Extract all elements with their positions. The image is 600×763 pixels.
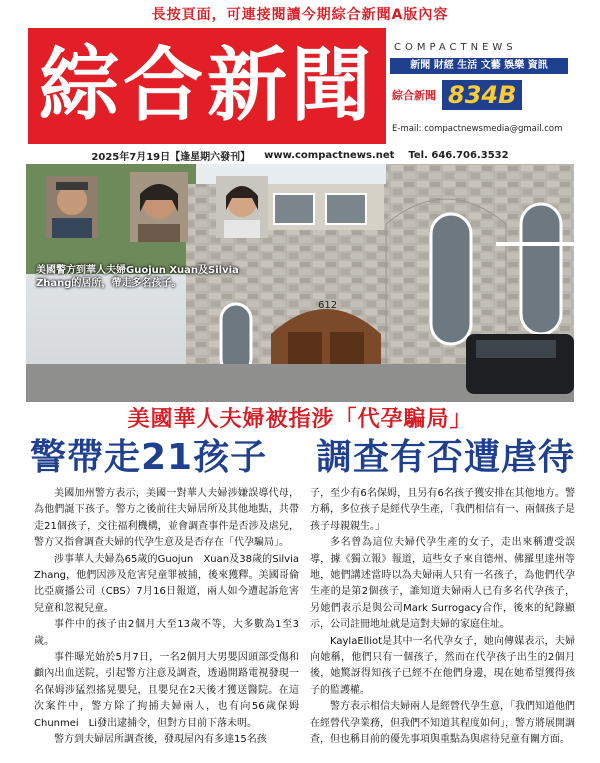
article-paragraph: 警方表示相信夫婦兩人是經營代孕生意，「我們知道他們在經營代孕業務，但我們不知道其程度如何」，警方將展開調查，但也稱目前的優先事項與重點為與虐待兒童有關方面。 xyxy=(310,701,575,746)
portrait-woman-1 xyxy=(130,172,188,242)
masthead-title: 綜合新聞 xyxy=(39,39,375,132)
article-paragraph: 美國加州警方表示，美國一對華人夫婦涉嫌誤導代母，為他們誕下孩子。警方之後前往夫婦居所及其他地點，共帶走21個孩子，交往福利機構，並會調查事件是否涉及虐兒，警方又指會調查夫婦的代孕生意及是否存在「代孕騙局」。 xyxy=(34,488,299,549)
article-paragraph: 警方到夫婦居所調查後，發現屋內有多達15名孩 xyxy=(54,734,267,746)
telephone: Tel. 646.706.3532 xyxy=(408,149,509,161)
masthead-logo xyxy=(28,28,386,144)
headline-main-left: 警帶走21孩子 xyxy=(30,437,268,478)
masthead-email[interactable]: E-mail: compactnewsmedia@gmail.com xyxy=(392,124,563,134)
masthead-categories: 新聞 財經 生活 文藝 娛樂 資訊 xyxy=(390,58,568,74)
article-column-right xyxy=(310,486,575,749)
masthead-info xyxy=(390,28,568,144)
headline-main-right: 調查有否遭虐待 xyxy=(315,437,575,478)
article-paragraph: 事件曝光始於5月7日，一名2個月大男嬰因頭部受傷和顱內出血送院，引起警方注意及調查，透過開路電視發現一名保姆涉猛烈搖晃嬰兒，且嬰兒在2天後才獲送醫院。在這次案件中，警方除了拘捕夫婦兩人，也有向56歲保姆Chunmei Li發出逮捕令，但對方目前下落未明。 xyxy=(34,652,299,729)
article-paragraph: KaylaElliot是其中一名代孕女子，她向傳媒表示，夫婦向她稱，他們只有一個孩子，然而在代孕孩子出生的2個月後，她驚訝得知孩子已經不在他們身邊，現在她希望獲得孩子的監護權。 xyxy=(310,635,575,696)
photo-caption: 美國警方到華人夫婦Guojun Xuan及Silvia Zhang的居所，帶走多名孩子。 xyxy=(36,265,239,289)
dateline xyxy=(0,146,600,164)
top-note: 長按頁面，可連接閱讀今期綜合新聞A版內容 xyxy=(151,7,449,23)
news-photo xyxy=(26,164,574,402)
portrait-man xyxy=(46,176,98,238)
issue-date: 2025年7月19日【逢星期六發刊】 xyxy=(91,151,251,163)
house-number: 612 xyxy=(318,300,338,311)
headline-kicker: 美國華人夫婦被指涉「代孕騙局」 xyxy=(127,407,473,432)
article-paragraph: 涉事華人夫婦為65歲的Guojun Xuan及38歲的Silvia Zhang，他們因涉及危害兒童罪被捕，後來獲釋。美國哥倫比亞廣播公司（CBS）7月16日報道，兩人如今遭起訴危害兒童和忽視兒童。 xyxy=(34,553,299,614)
issue-label: 綜合新聞 xyxy=(392,89,436,102)
article-paragraph: 多名曾為這位夫婦代孕生產的女子，走出來稱遭受誤導，據《獨立報》報道，這些女子來自德州、佛羅里達州等地，她們講述當時以為夫婦兩人只有一名孩子，為他們代孕生產的是第2個孩子，誰知道夫婦兩人已有多名代孕孩子，另她們表示是與公司Mark Surrogacy合作，後來的紀錄顯示，公司註冊地址就是這對夫婦的家庭住址。 xyxy=(310,537,575,631)
issue-block xyxy=(392,80,522,110)
article-paragraph: 子，至少有6名保姆，且另有6名孩子獲安排在其他地方。警方稱，多位孩子是經代孕生產，「我們相信有一、兩個孩子是孩子母親親生。」 xyxy=(310,488,575,532)
masthead xyxy=(28,28,568,144)
article-column-left xyxy=(34,486,299,749)
article-paragraph: 事件中的孩子由2個月大至13歲不等，大多數為1至3歲。 xyxy=(34,619,299,647)
issue-number: 834B xyxy=(442,80,522,110)
portrait-woman-2 xyxy=(216,176,268,238)
website-link[interactable]: www.compactnews.net xyxy=(264,149,395,161)
headline-main xyxy=(30,436,575,480)
masthead-en-name: COMPACTNEWS xyxy=(394,42,517,53)
